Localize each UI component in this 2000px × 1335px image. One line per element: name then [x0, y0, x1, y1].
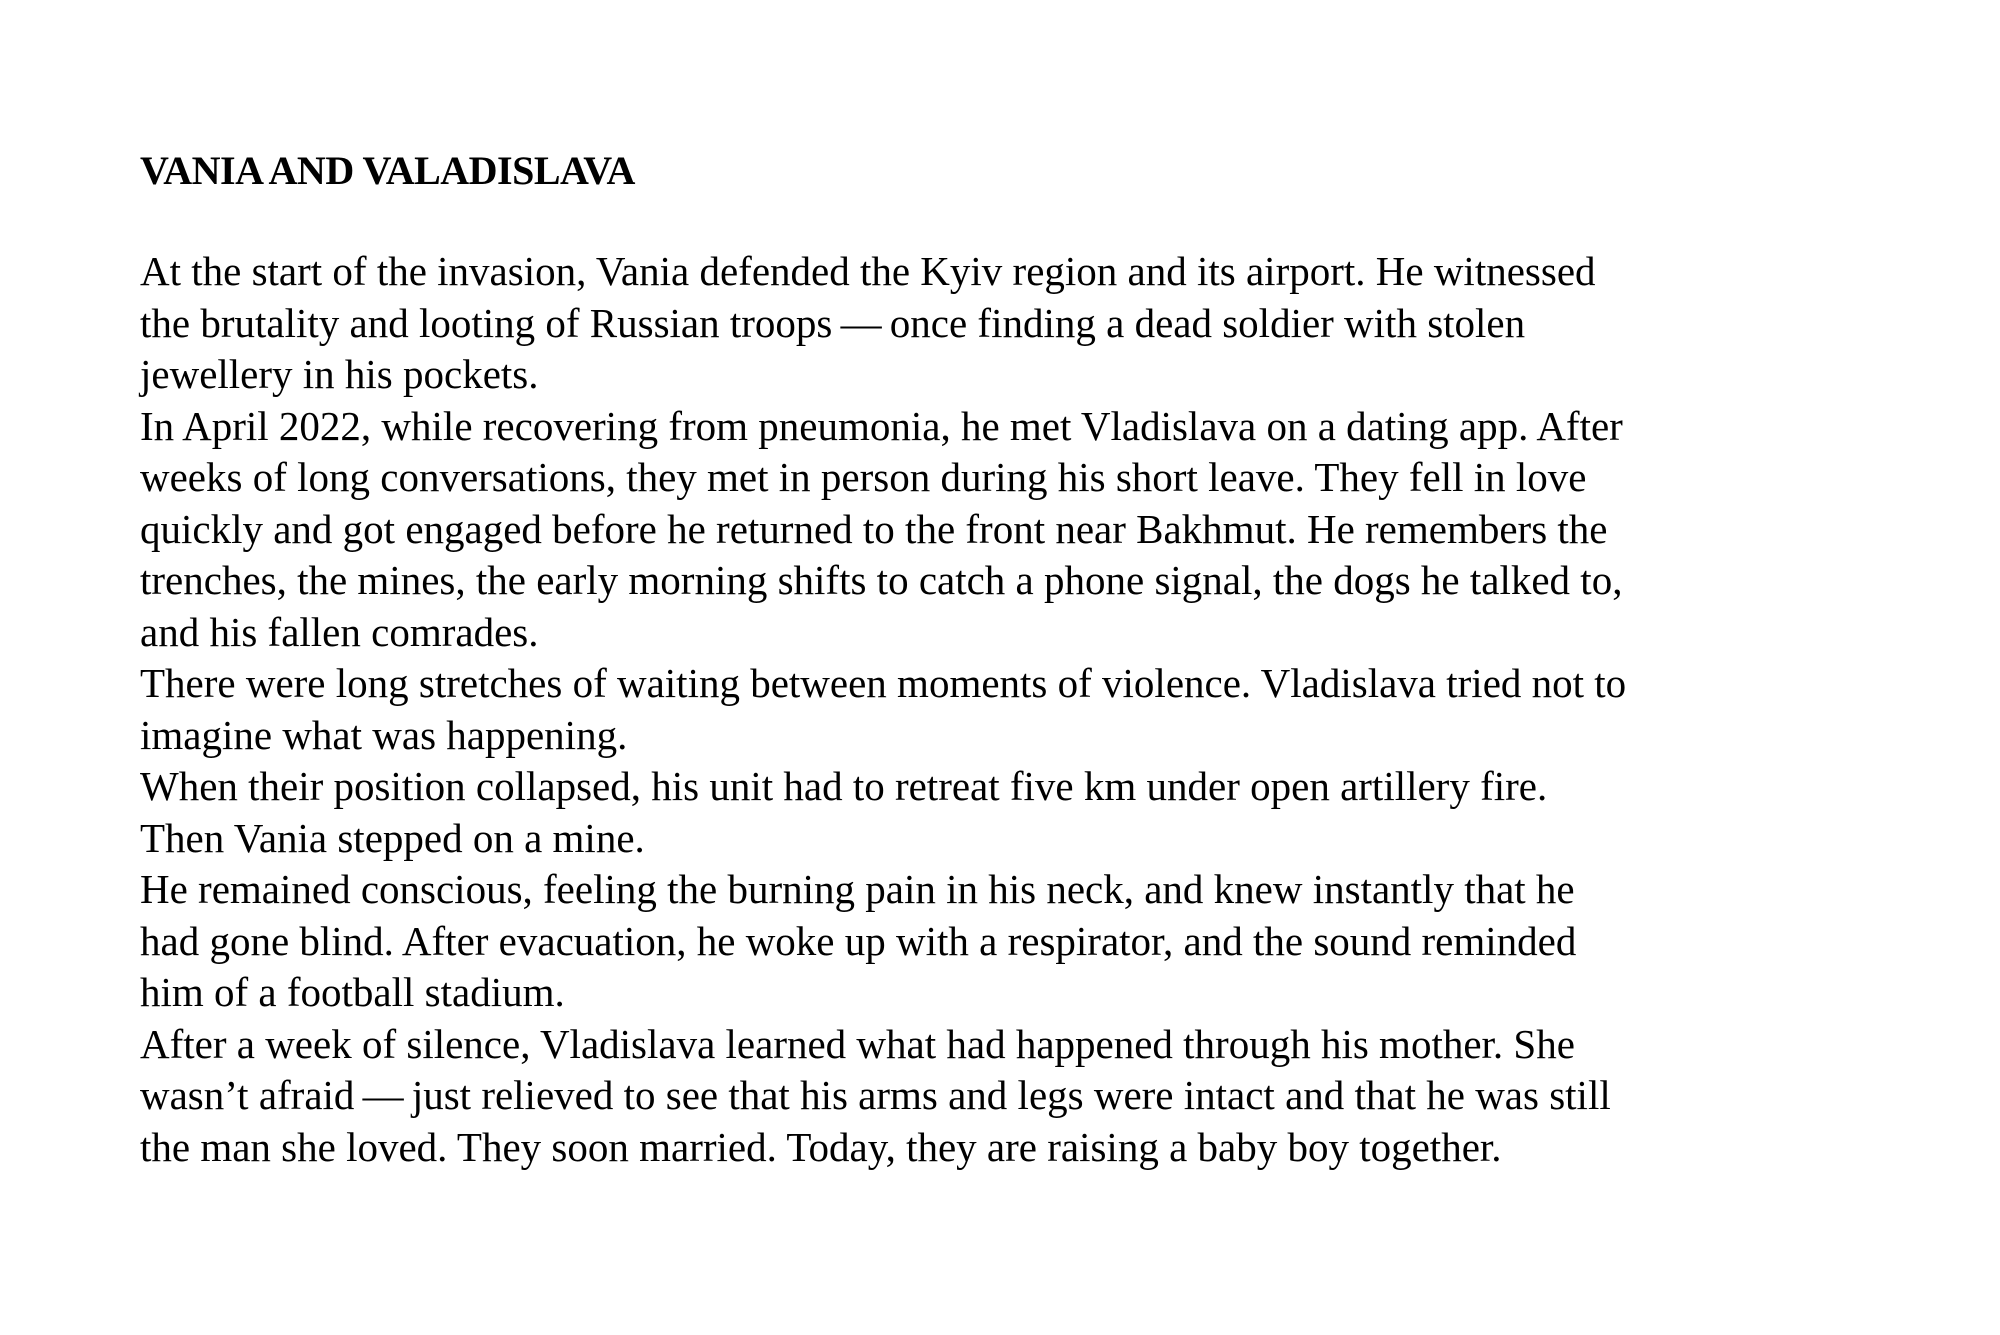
story-body	[140, 246, 1940, 1173]
body-line: In April 2022, while recovering from pneumonia, he met Vladislava on a dating app. After	[140, 402, 1623, 449]
body-line: quickly and got engaged before he returned to the front near Bakhmut. He remembers the	[140, 505, 1608, 552]
story-title: VANIA AND VALADISLAVA	[140, 148, 635, 193]
body-line: the brutality and looting of Russian troops — once finding a dead soldier with stolen	[140, 299, 1526, 346]
body-line: After a week of silence, Vladislava learned what had happened through his mother. She	[140, 1020, 1575, 1067]
body-line: had gone blind. After evacuation, he woke up with a respirator, and the sound reminded	[140, 917, 1577, 964]
body-line: There were long stretches of waiting between moments of violence. Vladislava tried not to	[140, 660, 1627, 706]
body-line: wasn’t afraid — just relieved to see that his arms and legs were intact and that he was still	[140, 1072, 1611, 1118]
body-line: jewellery in his pockets.	[140, 351, 539, 397]
body-line: him of a football stadium.	[140, 969, 565, 1015]
body-line: the man she loved. They soon married. Today, they are raising a baby boy together.	[140, 1123, 1502, 1170]
body-line: imagine what was happening.	[140, 711, 628, 758]
body-line: Then Vania stepped on a mine.	[140, 814, 645, 861]
body-line: and his fallen comrades.	[140, 608, 539, 655]
document-page	[140, 148, 1940, 1173]
body-line: trenches, the mines, the early morning shifts to catch a phone signal, the dogs he talked to,	[140, 557, 1623, 603]
body-line: When their position collapsed, his unit had to retreat five km under open artillery fire.	[140, 763, 1548, 809]
body-line: At the start of the invasion, Vania defended the Kyiv region and its airport. He witnessed	[140, 248, 1596, 294]
body-line: He remained conscious, feeling the burning pain in his neck, and knew instantly that he	[140, 866, 1575, 912]
body-line: weeks of long conversations, they met in person during his short leave. They fell in love	[140, 454, 1587, 500]
